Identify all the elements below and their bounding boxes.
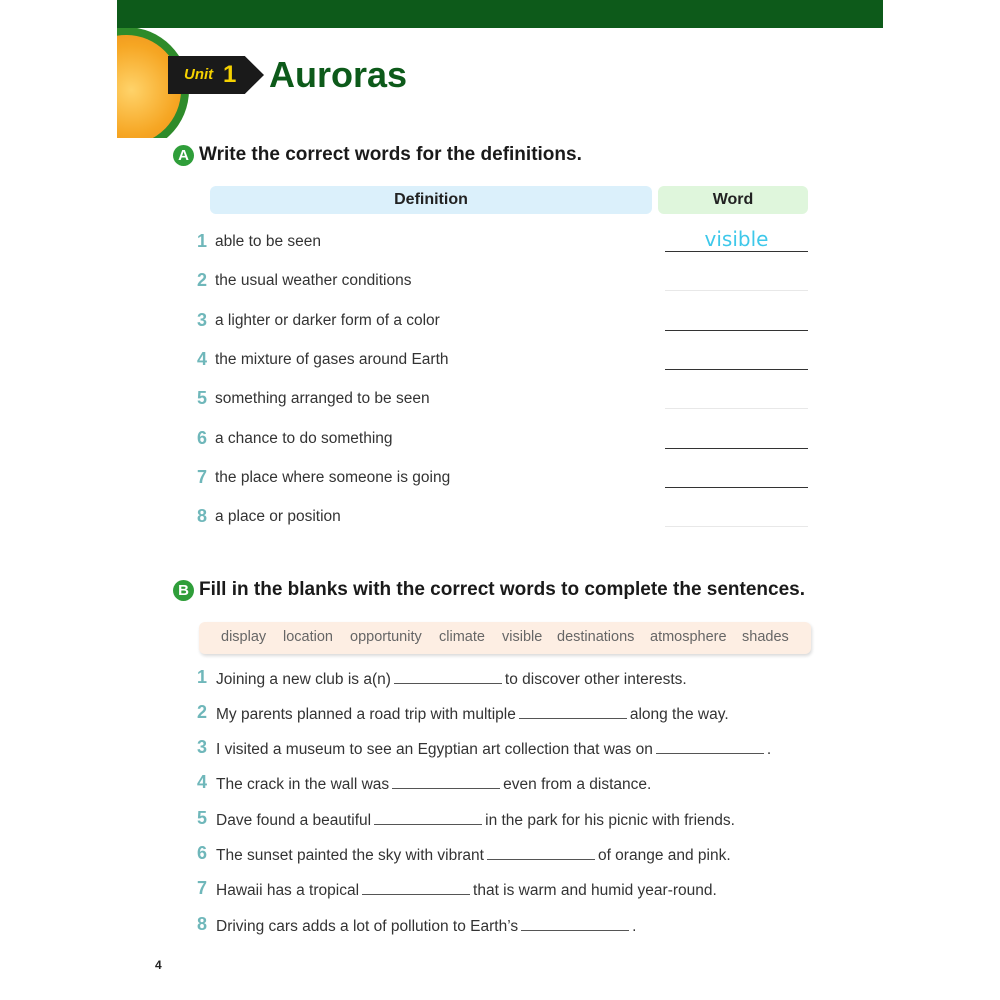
sentence-before: The crack in the wall was bbox=[216, 776, 390, 793]
definition-text: something arranged to be seen bbox=[215, 390, 430, 407]
sentence-text bbox=[216, 810, 735, 830]
sentence-text bbox=[216, 774, 651, 794]
sentence-row bbox=[194, 668, 814, 692]
sentence-after: in the park for his picnic with friends. bbox=[485, 812, 735, 829]
definition-header: Definition bbox=[210, 186, 652, 214]
section-b-title: Fill in the blanks with the correct words to complete the sentences. bbox=[199, 579, 806, 600]
row-number: 3 bbox=[196, 310, 207, 330]
definition-text: a chance to do something bbox=[215, 430, 393, 447]
word-header: Word bbox=[658, 186, 808, 214]
sentence-before: Driving cars adds a lot of pollution to Earth’s bbox=[216, 918, 519, 935]
definition-row bbox=[194, 310, 814, 334]
sentence-number: 2 bbox=[196, 702, 207, 722]
sentence-number: 4 bbox=[196, 772, 207, 792]
sentence-after: even from a distance. bbox=[503, 776, 652, 793]
unit-number: 1 bbox=[223, 61, 237, 88]
definition-row bbox=[194, 467, 814, 491]
definition-row bbox=[194, 388, 814, 412]
sentence-number: 5 bbox=[196, 808, 207, 828]
sentence-number: 1 bbox=[196, 667, 207, 687]
word-bank-item: shades bbox=[742, 629, 789, 645]
answer-line bbox=[665, 369, 808, 370]
sentence-row bbox=[194, 703, 814, 727]
row-number: 4 bbox=[196, 349, 207, 369]
answer-line bbox=[665, 408, 808, 409]
sentence-text bbox=[216, 669, 687, 689]
sentence-before: The sunset painted the sky with vibrant bbox=[216, 847, 484, 864]
word-bank-item: location bbox=[283, 629, 333, 645]
row-number: 2 bbox=[196, 270, 207, 290]
sentence-blank[interactable] bbox=[362, 880, 470, 895]
definition-row bbox=[194, 227, 814, 255]
definition-text: a lighter or darker form of a color bbox=[215, 312, 440, 329]
sentence-number: 3 bbox=[196, 737, 207, 757]
page-title: Auroras bbox=[269, 54, 408, 95]
sentence-row bbox=[194, 738, 814, 762]
sentence-row bbox=[194, 844, 814, 868]
sentence-row bbox=[194, 773, 814, 797]
page-number: 4 bbox=[155, 958, 162, 972]
row-number: 8 bbox=[196, 506, 207, 526]
sentence-after: of orange and pink. bbox=[597, 847, 731, 864]
sentence-blank[interactable] bbox=[394, 669, 502, 684]
word-bank bbox=[199, 622, 811, 654]
definition-text: the usual weather conditions bbox=[215, 272, 412, 289]
sentence-blank[interactable] bbox=[487, 845, 595, 860]
row-number: 7 bbox=[196, 467, 207, 487]
row-number: 5 bbox=[196, 388, 207, 408]
definition-text: able to be seen bbox=[215, 233, 322, 250]
sentence-after: along the way. bbox=[629, 706, 729, 723]
sentence-blank[interactable] bbox=[656, 739, 764, 754]
word-bank-item: opportunity bbox=[350, 629, 422, 645]
word-bank-item: atmosphere bbox=[650, 629, 727, 645]
unit-label: Unit bbox=[184, 66, 214, 83]
section-b-badge: B bbox=[173, 580, 194, 601]
sentence-blank[interactable] bbox=[374, 810, 482, 825]
sentence-after: that is warm and humid year-round. bbox=[473, 882, 717, 899]
definition-row bbox=[194, 270, 814, 294]
word-bank-item: destinations bbox=[557, 629, 635, 645]
answer-line bbox=[665, 487, 808, 488]
sentence-number: 7 bbox=[196, 878, 207, 898]
sentence-text bbox=[216, 845, 731, 865]
definition-row bbox=[194, 428, 814, 452]
sentence-blank[interactable] bbox=[392, 774, 500, 789]
sentence-row bbox=[194, 879, 814, 903]
sentence-text bbox=[216, 739, 771, 759]
sentence-row bbox=[194, 809, 814, 833]
row-number: 6 bbox=[196, 428, 207, 448]
sentence-after: . bbox=[766, 741, 772, 758]
sentence-before: Hawaii has a tropical bbox=[216, 882, 360, 899]
definition-text: the place where someone is going bbox=[215, 469, 451, 486]
sentence-row bbox=[194, 915, 814, 939]
top-color-bar bbox=[117, 0, 883, 28]
section-a-badge: A bbox=[173, 145, 194, 166]
definition-text: the mixture of gases around Earth bbox=[215, 351, 449, 368]
sentence-number: 8 bbox=[196, 914, 207, 934]
answer-line bbox=[665, 526, 808, 527]
answer-line bbox=[665, 330, 808, 331]
word-bank-item: display bbox=[221, 629, 267, 645]
sentence-before: Dave found a beautiful bbox=[216, 812, 372, 829]
sentence-blank[interactable] bbox=[519, 704, 627, 719]
unit-tab bbox=[168, 56, 264, 94]
answer-line bbox=[665, 448, 808, 449]
sentence-text bbox=[216, 704, 729, 724]
sentence-before: Joining a new club is a(n) bbox=[216, 671, 391, 688]
definition-row bbox=[194, 349, 814, 373]
row-number: 1 bbox=[196, 231, 207, 251]
sentence-before: I visited a museum to see an Egyptian art collection that was on bbox=[216, 741, 653, 758]
definition-row bbox=[194, 506, 814, 530]
sentence-number: 6 bbox=[196, 843, 207, 863]
section-a-title: Write the correct words for the definitions. bbox=[199, 144, 582, 165]
word-bank-item: climate bbox=[439, 629, 485, 645]
sentence-before: My parents planned a road trip with multiple bbox=[216, 706, 516, 723]
answer-field[interactable]: visible bbox=[704, 227, 769, 251]
sentence-blank[interactable] bbox=[521, 916, 629, 931]
sentence-after: to discover other interests. bbox=[504, 671, 687, 688]
definition-text: a place or position bbox=[215, 508, 341, 525]
answer-line bbox=[665, 251, 808, 252]
answer-line bbox=[665, 290, 808, 291]
word-bank-item: visible bbox=[502, 629, 543, 645]
sentence-text bbox=[216, 880, 717, 900]
sentence-text bbox=[216, 916, 636, 936]
sentence-after: . bbox=[632, 918, 637, 935]
